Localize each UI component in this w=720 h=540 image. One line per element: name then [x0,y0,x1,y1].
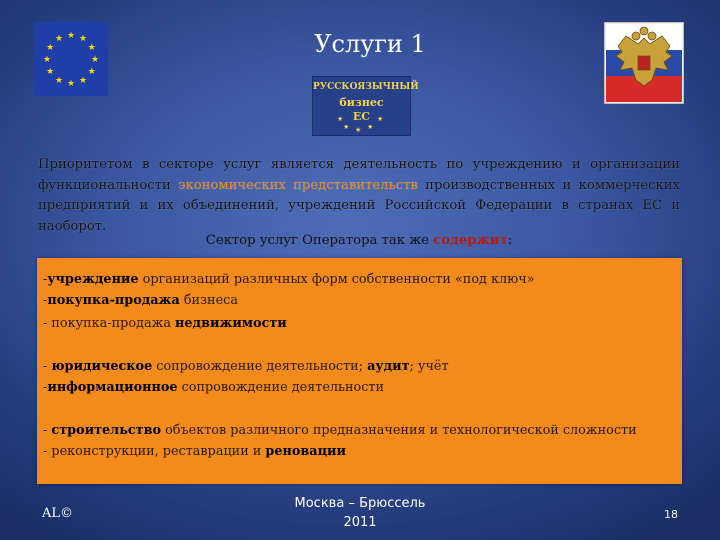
eu-star-icon: ★ [46,43,55,53]
eu-star-icon: ★ [90,55,100,65]
eu-star-icon: ★ [78,75,88,86]
eu-star-icon: ★ [87,43,96,53]
eu-flag-icon [34,22,108,96]
item-prefix: - [43,423,52,438]
russian-business-eu-logo [312,76,419,136]
logo-stars [313,77,419,135]
item-prefix: - [43,359,52,374]
slide-title: Услуги 1 [314,30,426,58]
item-text-2: ; учёт [409,359,449,374]
item-text: сопровождение деятельности [177,380,384,395]
intro-paragraph [38,155,680,237]
svg-text:★: ★ [377,115,384,123]
item-keyword: реновации [265,444,347,459]
item-prefix: - [43,293,48,308]
sector-line [38,233,680,248]
list-item [43,359,449,374]
list-item [43,293,238,308]
sector-text: Сектор услуг Оператора так же [205,233,434,248]
footer-location [290,494,430,532]
item-prefix: - [43,272,48,287]
list-item [43,272,535,287]
intro-text-part2: производственных и коммерческих предприятий и их объединений, учреждений Российской Федерации в странах ЕС и наоборот. [38,177,680,234]
list-item [43,380,384,395]
svg-text:★: ★ [343,123,350,131]
page-number: 18 [664,508,678,521]
eu-star-icon: ★ [87,67,96,77]
list-item [43,444,346,459]
list-item [43,423,637,438]
item-keyword: юридическое [51,359,153,374]
item-keyword: недвижимости [175,316,287,331]
logo-line-2: бизнес [339,96,384,109]
footer-year: 2011 [343,515,377,530]
item-text: сопровождение деятельности; [152,359,368,374]
item-text: бизнеса [179,293,238,308]
intro-text-part1: Приоритетом в секторе услуг является деятельность по учреждению и организации функциональности [38,157,680,193]
item-keyword: строительство [51,423,162,438]
eu-star-icon: ★ [78,34,88,45]
eu-star-icon: ★ [42,55,52,65]
svg-text:★: ★ [367,123,374,131]
svg-text:★: ★ [355,126,362,134]
item-keyword: учреждение [47,272,139,287]
sector-keyword: содержит [433,233,508,248]
item-keyword: информационное [47,380,178,395]
item-keyword: покупка-продажа [47,293,180,308]
item-text: организаций различных форм собственности «под ключ» [138,272,535,287]
item-prefix: - покупка-продажа [43,316,176,331]
item-prefix: - реконструкции, реставрации и [43,444,266,459]
intro-highlight: экономических представительств [178,177,418,193]
svg-text:★: ★ [337,115,344,123]
eu-star-icon: ★ [66,31,76,41]
logo-line-3: ЕС [352,110,371,123]
services-box [37,258,682,484]
sector-colon: : [507,233,513,248]
logo-line-1: РУССКОЯЗЫЧНЫЙ [313,82,419,92]
eu-star-icon: ★ [66,79,76,89]
item-prefix: - [43,380,48,395]
footer-copyright: AL© [42,506,74,521]
russian-emblem-icon [604,22,684,104]
eu-star-icon: ★ [54,34,64,45]
footer-location-line1: Москва – Брюссель [294,496,426,511]
eu-star-icon: ★ [46,67,55,77]
eu-star-icon: ★ [54,75,64,86]
item-keyword-2: аудит [367,359,410,374]
item-text: объектов различного предназначения и технологической сложности [161,423,637,438]
list-item [43,316,287,331]
